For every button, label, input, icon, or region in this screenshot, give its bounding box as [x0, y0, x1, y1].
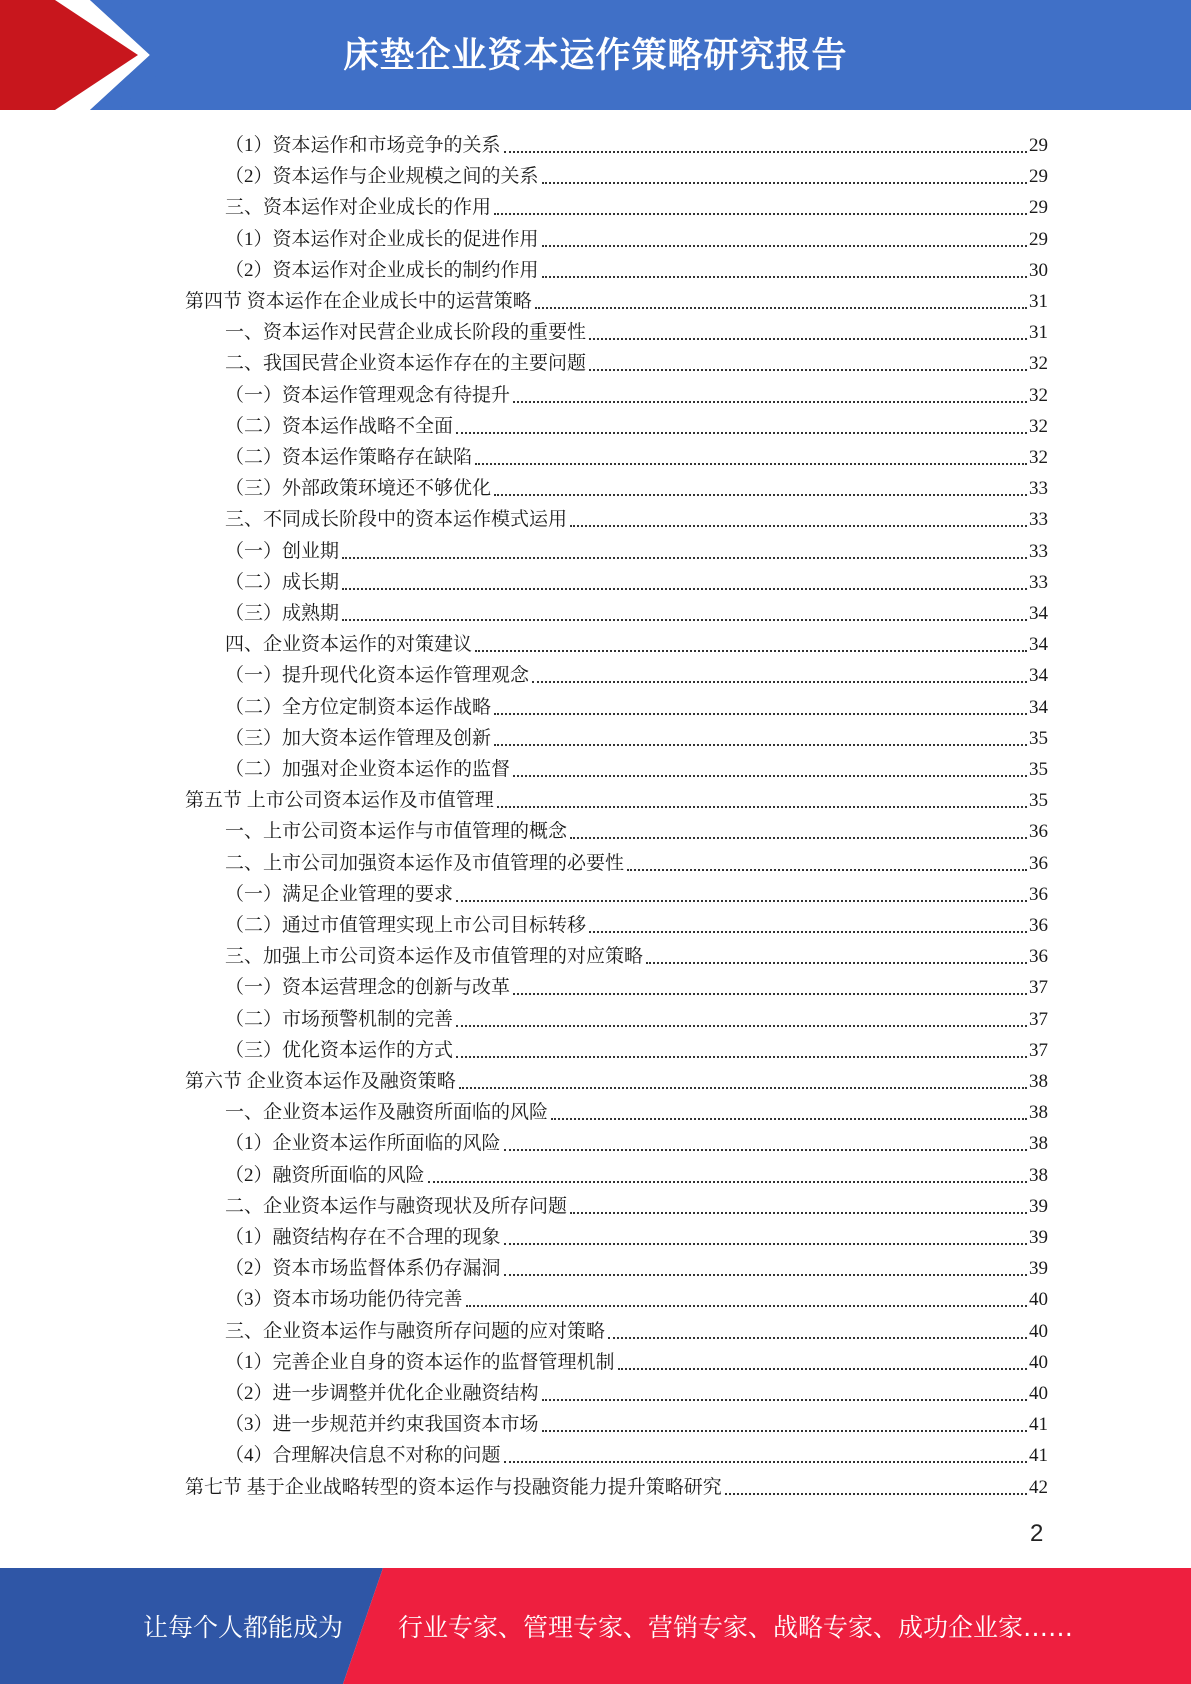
toc-entry-title: 第六节 企业资本运作及融资策略	[185, 1071, 456, 1092]
toc-entry-title: （三）加大资本运作管理及创新	[225, 727, 492, 749]
toc-dot-leader	[608, 1336, 1027, 1339]
toc-entry[interactable]	[225, 1437, 1048, 1468]
toc-dot-leader	[535, 306, 1027, 309]
toc-entry-title: 第七节 基于企业战略转型的资本运作与投融资能力提升策略研究	[185, 1476, 722, 1498]
toc-entry[interactable]	[225, 533, 1048, 564]
toc-entry-title: 一、上市公司资本运作与市值管理的概念	[225, 821, 568, 843]
toc-entry[interactable]	[225, 938, 1048, 969]
toc-entry-title: 三、资本运作对企业成长的作用	[225, 197, 492, 219]
toc-entry-page: 38	[1029, 1133, 1048, 1155]
toc-entry-page: 34	[1029, 603, 1048, 624]
toc-entry[interactable]	[225, 1001, 1048, 1032]
toc-entry-title: （二）市场预警机制的完善	[225, 1008, 454, 1030]
toc-entry[interactable]	[225, 345, 1048, 376]
toc-entry-title: （二）通过市值管理实现上市公司目标转移	[225, 915, 587, 936]
toc-entry[interactable]	[225, 1313, 1048, 1344]
toc-entry-page: 40	[1029, 1320, 1048, 1342]
toc-entry-page: 36	[1029, 946, 1048, 968]
toc-entry-page: 40	[1029, 1351, 1048, 1373]
toc-dot-leader	[532, 680, 1027, 683]
toc-entry[interactable]	[225, 845, 1048, 876]
toc-dot-leader	[504, 150, 1027, 153]
toc-entry-title: （一）满足企业管理的要求	[225, 883, 454, 905]
toc-entry[interactable]	[225, 1125, 1048, 1156]
toc-entry-title: 三、不同成长阶段中的资本运作模式运用	[225, 509, 568, 531]
toc-entry[interactable]	[225, 689, 1048, 720]
toc-dot-leader	[542, 1429, 1027, 1432]
toc-entry[interactable]	[225, 470, 1048, 501]
toc-dot-leader	[456, 431, 1027, 434]
toc-entry-page: 29	[1029, 228, 1048, 250]
page-footer	[0, 1568, 1191, 1684]
toc-entry[interactable]	[225, 907, 1048, 938]
toc-entry-title: 第四节 资本运作在企业成长中的运营策略	[185, 291, 532, 312]
toc-entry[interactable]	[225, 969, 1048, 1000]
toc-dot-leader	[504, 1460, 1027, 1463]
page-number: 2	[1030, 1520, 1044, 1547]
toc-entry-title: （1）融资结构存在不合理的现象	[225, 1227, 501, 1248]
toc-entry-page: 32	[1029, 447, 1048, 468]
toc-entry[interactable]	[225, 1157, 1048, 1188]
toc-dot-leader	[504, 1148, 1027, 1151]
toc-entry[interactable]	[225, 1250, 1048, 1281]
toc-dot-leader	[504, 1273, 1027, 1276]
toc-entry-title: 一、资本运作对民营企业成长阶段的重要性	[225, 322, 587, 344]
toc-entry[interactable]	[225, 813, 1048, 844]
toc-entry[interactable]	[225, 314, 1048, 345]
toc-entry[interactable]	[225, 720, 1048, 751]
toc-entry-page: 38	[1029, 1102, 1048, 1124]
toc-entry[interactable]	[225, 1188, 1048, 1219]
toc-entry-page: 30	[1029, 259, 1048, 281]
toc-entry-title: 三、企业资本运作与融资所存问题的应对策略	[225, 1320, 606, 1342]
toc-entry-page: 33	[1029, 540, 1048, 562]
toc-entry-title: （2）融资所面临的风险	[225, 1164, 425, 1186]
toc-dot-leader	[542, 1398, 1027, 1401]
toc-dot-leader	[428, 1180, 1027, 1183]
toc-entry-title: （1）资本运作对企业成长的促进作用	[225, 228, 539, 250]
toc-dot-leader	[466, 1304, 1027, 1307]
toc-entry-title: （3）进一步规范并约束我国资本市场	[225, 1414, 539, 1436]
toc-entry[interactable]	[225, 158, 1048, 189]
toc-dot-leader	[497, 805, 1027, 808]
toc-entry-page: 34	[1029, 696, 1048, 718]
toc-entry[interactable]	[225, 876, 1048, 907]
toc-dot-leader	[459, 1086, 1027, 1089]
toc-entry-page: 33	[1029, 571, 1048, 593]
toc-entry[interactable]	[225, 377, 1048, 408]
toc-dot-leader	[589, 368, 1027, 371]
toc-entry[interactable]	[225, 626, 1048, 657]
toc-entry-title: （二）资本运作战略不全面	[225, 415, 454, 437]
toc-entry-title: （一）提升现代化资本运作管理观念	[225, 665, 530, 687]
toc-entry[interactable]	[225, 1032, 1048, 1063]
toc-entry-title: （一）资本运作管理观念有待提升	[225, 384, 511, 406]
toc-dot-leader	[513, 400, 1027, 403]
toc-entry-page: 32	[1029, 353, 1048, 375]
toc-dot-leader	[542, 275, 1027, 278]
toc-entry-title: （2）资本运作对企业成长的制约作用	[225, 259, 539, 281]
toc-dot-leader	[342, 556, 1027, 559]
toc-entry[interactable]	[225, 1281, 1048, 1312]
toc-entry-page: 36	[1029, 883, 1048, 905]
toc-entry[interactable]	[225, 595, 1048, 626]
toc-dot-leader	[342, 618, 1027, 621]
toc-dot-leader	[513, 992, 1027, 995]
toc-entry-page: 32	[1029, 384, 1048, 406]
toc-entry-page: 31	[1029, 322, 1048, 344]
toc-entry[interactable]	[225, 189, 1048, 220]
toc-entry[interactable]	[225, 657, 1048, 688]
toc-entry[interactable]	[225, 127, 1048, 158]
toc-entry-page: 40	[1029, 1383, 1048, 1404]
toc-dot-leader	[494, 212, 1027, 215]
toc-dot-leader	[494, 712, 1027, 715]
toc-entry-page: 41	[1029, 1414, 1048, 1436]
toc-entry-page: 36	[1029, 852, 1048, 874]
toc-entry-page: 31	[1029, 291, 1048, 312]
toc-entry-title: （1）资本运作和市场竞争的关系	[225, 135, 501, 156]
toc-dot-leader	[589, 930, 1027, 933]
toc-entry-page: 32	[1029, 415, 1048, 437]
toc-entry-title: 二、企业资本运作与融资现状及所存问题	[225, 1195, 568, 1217]
toc-dot-leader	[542, 181, 1027, 184]
toc-dot-leader	[504, 1242, 1027, 1245]
toc-entry-page: 29	[1029, 135, 1048, 156]
toc-entry[interactable]	[225, 564, 1048, 595]
toc-dot-leader	[494, 493, 1027, 496]
toc-entry-title: （二）加强对企业资本运作的监督	[225, 759, 511, 780]
toc-entry[interactable]	[225, 1344, 1048, 1375]
toc-entry-title: （1）完善企业自身的资本运作的监督管理机制	[225, 1351, 615, 1373]
toc-entry-page: 41	[1029, 1445, 1048, 1467]
toc-entry-page: 37	[1029, 1008, 1048, 1030]
toc-entry-page: 35	[1029, 727, 1048, 749]
toc-entry-page: 35	[1029, 790, 1048, 812]
toc-dot-leader	[627, 868, 1027, 871]
toc-entry-title: （2）进一步调整并优化企业融资结构	[225, 1383, 539, 1404]
toc-entry-title: （二）全方位定制资本运作战略	[225, 696, 492, 718]
toc-entry[interactable]	[225, 252, 1048, 283]
footer-slogan-right: 行业专家、管理专家、营销专家、战略专家、成功企业家……	[398, 1613, 1074, 1642]
toc-dot-leader	[494, 743, 1027, 746]
toc-entry-title: 二、我国民营企业资本运作存在的主要问题	[225, 353, 587, 375]
toc-dot-leader	[618, 1367, 1027, 1370]
toc-entry-page: 38	[1029, 1164, 1048, 1186]
toc-dot-leader	[646, 961, 1027, 964]
toc-entry-page: 36	[1029, 821, 1048, 843]
toc-entry-page: 39	[1029, 1227, 1048, 1248]
toc-entry-title: 四、企业资本运作的对策建议	[225, 634, 473, 656]
toc-dot-leader	[589, 337, 1027, 340]
toc-entry-page: 39	[1029, 1195, 1048, 1217]
toc-entry[interactable]	[225, 1375, 1048, 1406]
toc-entry-page: 40	[1029, 1289, 1048, 1311]
page-header	[0, 0, 1191, 110]
toc-entry[interactable]	[185, 1469, 1048, 1500]
toc-dot-leader	[570, 1211, 1027, 1214]
toc-dot-leader	[456, 1055, 1027, 1058]
toc-entry-title: （2）资本运作与企业规模之间的关系	[225, 166, 539, 188]
toc-entry-page: 37	[1029, 1039, 1048, 1061]
toc-entry-title: （三）优化资本运作的方式	[225, 1039, 454, 1061]
toc-entry-title: （一）资本运营理念的创新与改革	[225, 977, 511, 999]
toc-dot-leader	[342, 587, 1027, 590]
toc-dot-leader	[513, 774, 1027, 777]
toc-entry[interactable]	[185, 782, 1048, 813]
toc-entry[interactable]	[225, 408, 1048, 439]
toc-entry-title: （1）企业资本运作所面临的风险	[225, 1133, 501, 1155]
toc-entry-page: 29	[1029, 197, 1048, 219]
toc-entry-page: 34	[1029, 634, 1048, 656]
toc-entry-title: （二）成长期	[225, 571, 340, 593]
toc-entry-page: 33	[1029, 478, 1048, 500]
toc-entry-page: 39	[1029, 1258, 1048, 1280]
toc-entry-title: 二、上市公司加强资本运作及市值管理的必要性	[225, 852, 625, 874]
toc-entry-title: 三、加强上市公司资本运作及市值管理的对应策略	[225, 946, 644, 968]
toc-entry-title: 一、企业资本运作及融资所面临的风险	[225, 1102, 549, 1124]
toc-entry-title: （4）合理解决信息不对称的问题	[225, 1445, 501, 1467]
toc-dot-leader	[570, 524, 1027, 527]
toc-entry[interactable]	[225, 1094, 1048, 1125]
toc-entry-title: （三）成熟期	[225, 603, 340, 624]
toc-entry[interactable]	[225, 501, 1048, 532]
toc-entry[interactable]	[185, 283, 1048, 314]
toc-entry-title: （三）外部政策环境还不够优化	[225, 478, 492, 500]
toc-dot-leader	[456, 1024, 1027, 1027]
toc-dot-leader	[551, 1117, 1027, 1120]
toc-dot-leader	[725, 1492, 1027, 1495]
toc-entry-title: （3）资本市场功能仍待完善	[225, 1289, 463, 1311]
footer-slogan-left: 让每个人都能成为	[143, 1613, 344, 1642]
toc-dot-leader	[542, 244, 1027, 247]
toc-dot-leader	[570, 836, 1027, 839]
toc-entry[interactable]	[225, 1406, 1048, 1437]
toc-dot-leader	[475, 462, 1027, 465]
toc-entry-page: 37	[1029, 977, 1048, 999]
toc-entry-page: 38	[1029, 1071, 1048, 1092]
toc-entry-page: 42	[1029, 1476, 1048, 1498]
toc-entry-page: 36	[1029, 915, 1048, 936]
toc-entry-page: 29	[1029, 166, 1048, 188]
report-title: 床垫企业资本运作策略研究报告	[343, 36, 848, 76]
toc-entry-page: 33	[1029, 509, 1048, 531]
toc-dot-leader	[475, 649, 1027, 652]
toc-entry-title: （一）创业期	[225, 540, 340, 562]
toc-entry[interactable]	[225, 1219, 1048, 1250]
toc-entry[interactable]	[225, 751, 1048, 782]
toc-entry[interactable]	[185, 1063, 1048, 1094]
toc-entry[interactable]	[225, 439, 1048, 470]
toc-entry-title: （二）资本运作策略存在缺陷	[225, 447, 473, 468]
toc-entry-title: （2）资本市场监督体系仍存漏洞	[225, 1258, 501, 1280]
toc-entry-title: 第五节 上市公司资本运作及市值管理	[185, 790, 494, 812]
toc-entry[interactable]	[225, 221, 1048, 252]
toc-entry-page: 34	[1029, 665, 1048, 687]
toc-entry-page: 35	[1029, 759, 1048, 780]
toc-dot-leader	[456, 899, 1027, 902]
